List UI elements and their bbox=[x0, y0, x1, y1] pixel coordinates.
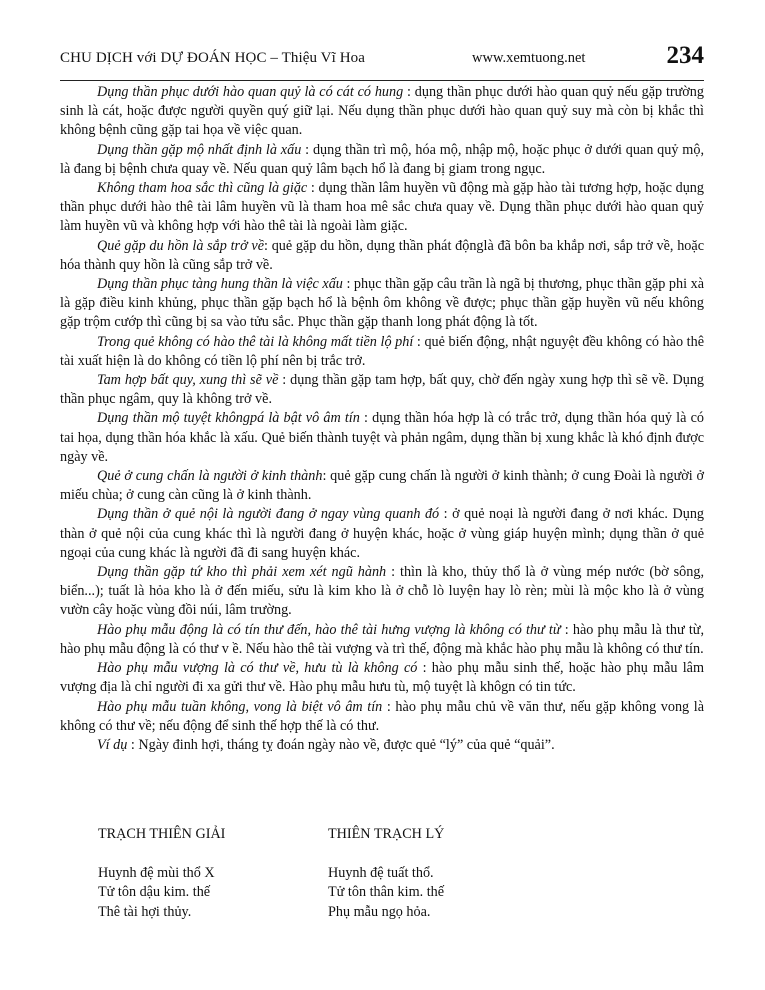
paragraph-body: : quẻ biến động, nhật nguyệt đều không có hào thê tài xuất hiện là do không có tiền lộ phí nên bị trắc trở. bbox=[60, 333, 704, 369]
main-text bbox=[60, 83, 704, 755]
paragraph bbox=[60, 275, 704, 333]
page-number: 234 bbox=[666, 42, 704, 69]
paragraph-body: : hào phụ mẫu chủ về văn thư, nếu gặp không vong là không có thư về; nếu động để sinh thế hợp thế là có thư. bbox=[60, 698, 704, 734]
hexagram-name: THIÊN TRẠCH LÝ bbox=[328, 826, 445, 842]
paragraph-body: : hào phụ mẫu là thư từ, hào phụ mẫu động là có thư v ề. Nếu hào thê tài vượng và trì thế, động mà khắc hào phụ mẫu là không có thư tín. bbox=[60, 621, 704, 657]
paragraph bbox=[60, 179, 704, 237]
paragraph-lead: Ví dụ bbox=[97, 736, 128, 753]
paragraph-lead: Dụng thần phục dưới hào quan quỷ là có cát có hung bbox=[97, 84, 404, 100]
paragraph-body: : dụng thần lâm huyền vũ động mà gặp hào tài tương hợp, hoặc dụng thần phục dưới hào thê tài lâm huyền vũ là tham hoa mê sắc chưa quay về. Dụng thần phục dưới hào quan quỷ làm huyền vũ và không hợp với hào thê tài là ngoài làm giặc. bbox=[60, 180, 704, 235]
paragraph-lead: Hào phụ mẫu tuần không, vong là biệt vô âm tín bbox=[97, 698, 383, 715]
paragraph bbox=[60, 659, 704, 697]
paragraph-lead: Dụng thần gặp tứ kho thì phải xem xét ngũ hành bbox=[97, 564, 387, 581]
hexagram-line: Tử tôn dậu kim. thế bbox=[98, 884, 211, 900]
paragraph-lead: Không tham hoa sắc thì cũng là giặc bbox=[97, 180, 308, 197]
paragraph-body: : hào phụ mẫu sinh thế, hoặc hào phụ mẫu lâm vượng địa là chỉ người đi xa gửi thư về. Hào phụ mẫu hưu tù, mộ tuyệt là khôgn có tin tức. bbox=[60, 660, 704, 696]
paragraph-lead: Dụng thần ở quẻ nội là người đang ở ngay vùng quanh đó bbox=[97, 506, 440, 523]
paragraph bbox=[60, 371, 704, 409]
paragraph bbox=[60, 141, 704, 179]
hexagram-left bbox=[98, 825, 328, 922]
hexagram-name: TRẠCH THIÊN GIẢI bbox=[98, 826, 226, 842]
paragraph bbox=[60, 83, 704, 141]
hexagram-line: Huynh đệ tuất thổ. bbox=[328, 864, 434, 881]
hexagram-line: Huynh đệ mùi thổ X bbox=[98, 864, 215, 881]
book-title: CHU DỊCH với DỰ ĐOÁN HỌC – Thiệu Vĩ Hoa bbox=[60, 50, 365, 66]
paragraph-lead: Dụng thần phục tàng hung thần là việc xấu bbox=[97, 276, 343, 293]
header-rule bbox=[60, 80, 704, 81]
paragraph-lead: Hào phụ mẫu vượng là có thư về, hưu tù là không có bbox=[97, 660, 418, 677]
paragraph bbox=[60, 333, 704, 371]
paragraph bbox=[60, 237, 704, 275]
paragraph-body: : dụng thần gặp tam hợp, bất quy, chờ đến ngày xung hợp thì sẽ về. Dụng thần phục ngâm, quy là không trở về. bbox=[60, 372, 705, 408]
hexagram-line: Thê tài hợi thủy. bbox=[98, 903, 192, 920]
paragraph bbox=[60, 467, 704, 505]
paragraph-body: : thìn là kho, thủy thổ là ở vùng mép nước (bờ sông, biển...); tuất là hỏa kho là ở đến miếu, sửu là kim kho là ở chỗ lò luyện hay lò rèn; mùi là mộc kho là ở vùng vườn cây hoặc vùng đồi núi, lâm trường. bbox=[60, 564, 704, 619]
paragraph-lead: Dụng thần gặp mộ nhất định là xấu bbox=[97, 141, 302, 158]
hexagram-line: Phụ mẫu ngọ hỏa. bbox=[328, 903, 431, 920]
paragraph-lead: Hào phụ mẫu động là có tín thư đến, hào thê tài hưng vượng là không có thư từ bbox=[97, 621, 561, 638]
paragraph-body: : dụng thần trì mộ, hóa mộ, nhập mộ, hoặc phục ở dưới quan quỷ mộ, là đang bị bệnh chưa quay về. Nếu quan quỷ lâm bạch hổ là đang bị giam trong ngục. bbox=[60, 141, 704, 177]
paragraph-body: : dụng thần phục dưới hào quan quỷ nếu gặp trường sinh là cát, hoặc được người quyền quý giữ lại. Nếu dụng thần phục dưới hào quan quỷ suy mà còn bị khắc thì không bệnh cũng gặp tai họa về việc quan. bbox=[60, 84, 704, 139]
paragraph bbox=[60, 409, 704, 467]
paragraph bbox=[60, 505, 704, 563]
paragraph-body: : ở quẻ noại là người đang ở nơi khác. Dụng thàn ở quẻ nội của cung khác thì là người đang ở huyện khác, hoặc ở vùng giáp huyện mình; dụng thần ở quẻ ngoại của cung khác là người đã đi sang huyện khác. bbox=[60, 506, 705, 561]
paragraph-body: : phục thần gặp câu trần là ngã bị thương, phục thần gặp phi xà là gặp điều kinh khủng, phục thần gặp bạch hổ là bệnh ôm không về được; phục thần gặp huyền vũ nếu không gặp trộm cướp thì cũng bị sa vào tửu sắc. Phục thần gặp thanh long phát động là tốt. bbox=[60, 276, 704, 331]
hexagram-right bbox=[328, 825, 558, 922]
paragraph bbox=[60, 698, 704, 736]
paragraph bbox=[60, 736, 704, 755]
paragraph bbox=[60, 621, 704, 659]
paragraph-lead: Tam hợp bất quy, xung thì sẽ về bbox=[97, 372, 279, 389]
paragraph-body: : quẻ gặp cung chấn là người ở kinh thành; ở cung Đoài là người ở miếu chùa; ở cung càn cũng là ở kinh thành. bbox=[60, 468, 704, 504]
paragraph-body: : quẻ gặp du hồn, dụng thần phát độnglà đã bôn ba khắp nơi, sắp trở về, hoặc hóa thành quy hồn là cũng sắp trở về. bbox=[60, 237, 705, 273]
paragraph-lead: Trong quẻ không có hào thê tài là không mất tiền lộ phí bbox=[97, 333, 414, 350]
page-header bbox=[60, 42, 704, 76]
website-url: www.xemtuong.net bbox=[472, 50, 586, 66]
paragraph-body: : dụng thần hóa hợp là có trắc trở, dụng thần hóa quỷ là có tai họa, dụng thần hóa khắc là xấu. Quẻ biến thành tuyệt và phản ngâm, dụng thần bị xung khắc là khó định được ngày về. bbox=[60, 410, 704, 465]
paragraph-lead: Quẻ gặp du hồn là sắp trở về bbox=[97, 237, 264, 254]
paragraph bbox=[60, 563, 704, 621]
paragraph-lead: Dụng thần mộ tuyệt khôngpá là bật vô âm tín bbox=[97, 410, 360, 427]
paragraph-lead: Quẻ ở cung chấn là người ở kinh thành bbox=[97, 468, 323, 485]
paragraph-body: : Ngày đinh hợi, tháng tỵ đoán ngày nào về, được quẻ “lý” của quẻ “quải”. bbox=[127, 736, 555, 753]
hexagram-line: Tử tôn thân kim. thế bbox=[328, 884, 445, 900]
